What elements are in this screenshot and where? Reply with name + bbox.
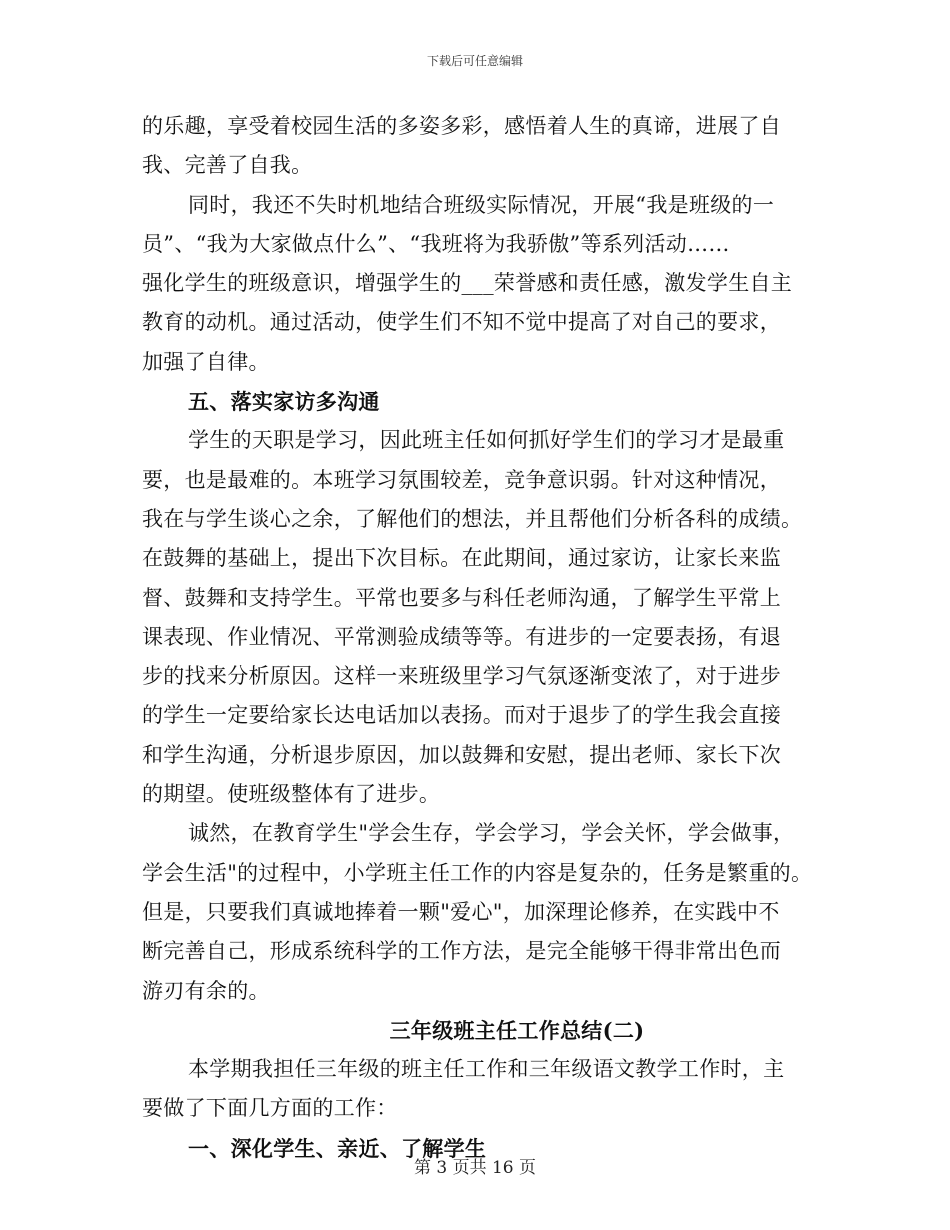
paragraph-line: 和学生沟通，分析退步原因，加以鼓舞和安慰，提出老师、家长下次 [142, 742, 781, 767]
paragraph-line: 员”、“我为大家做点什么”、“我班将为我骄傲”等系列活动…… [142, 231, 730, 256]
paragraph-line: 步的找来分析原因。这样一来班级里学习气氛逐渐变浓了，对于进步 [142, 664, 781, 689]
paragraph-line: 断完善自己，形成系统科学的工作方法，是完全能够干得非常出色而 [142, 939, 781, 964]
paragraph-line: 要做了下面几方面的工作： [142, 1096, 398, 1121]
paragraph-line: 教育的动机。通过活动，使学生们不知不觉中提高了对自己的要求， [142, 310, 781, 335]
section-heading: 一、深化学生、亲近、了解学生 [188, 1135, 487, 1161]
paragraph-line: 的乐趣，享受着校园生活的多姿多彩，感悟着人生的真谛，进展了自 [142, 114, 781, 138]
paragraph-line: 强化学生的班级意识，增强学生的___荣誉感和责任感，激发学生自主 [142, 271, 793, 296]
paragraph-line: 我、完善了自我。 [142, 153, 313, 178]
document-title: 三年级班主任工作总结(二) [389, 1017, 645, 1043]
page-footer: 第 3 页共 16 页 [413, 1158, 537, 1178]
paragraph-line: 我在与学生谈心之余，了解他们的想法，并且帮他们分析各科的成绩。 [142, 506, 803, 531]
paragraph-line: 本学期我担任三年级的班主任工作和三年级语文教学工作时，主 [188, 1057, 785, 1082]
paragraph-line: 要，也是最难的。本班学习氛围较差，竞争意识弱。针对这种情况， [142, 467, 781, 492]
paragraph-line: 督、鼓舞和支持学生。平常也要多与科任老师沟通，了解学生平常上 [142, 585, 781, 610]
paragraph-line: 学会生活"的过程中，小学班主任工作的内容是复杂的，任务是繁重的。 [142, 860, 813, 885]
paragraph-line: 学生的天职是学习，因此班主任如何抓好学生们的学习才是最重 [188, 428, 785, 453]
paragraph-line: 同时，我还不失时机地结合班级实际情况，开展“我是班级的一 [188, 192, 775, 217]
document-body [142, 107, 832, 1168]
paragraph-line: 课表现、作业情况、平常测验成绩等等。有进步的一定要表扬，有退 [142, 624, 781, 649]
paragraph-line: 的学生一定要给家长达电话加以表扬。而对于退步了的学生我会直接 [142, 703, 781, 728]
section-heading: 五、落实家访多沟通 [188, 389, 380, 415]
paragraph-line: 加强了自律。 [142, 349, 270, 374]
paragraph-line: 在鼓舞的基础上，提出下次目标。在此期间，通过家访，让家长来监 [142, 546, 781, 571]
paragraph-line: 的期望。使班级整体有了进步。 [142, 782, 441, 807]
paragraph-line: 游刃有余的。 [142, 978, 270, 1003]
page-header: 下载后可任意编辑 [426, 54, 523, 68]
paragraph-line: 诚然，在教育学生"学会生存，学会学习，学会关怀，学会做事， [188, 821, 795, 846]
paragraph-line: 但是，只要我们真诚地捧着一颗"爱心"，加深理论修养，在实践中不 [142, 899, 780, 924]
